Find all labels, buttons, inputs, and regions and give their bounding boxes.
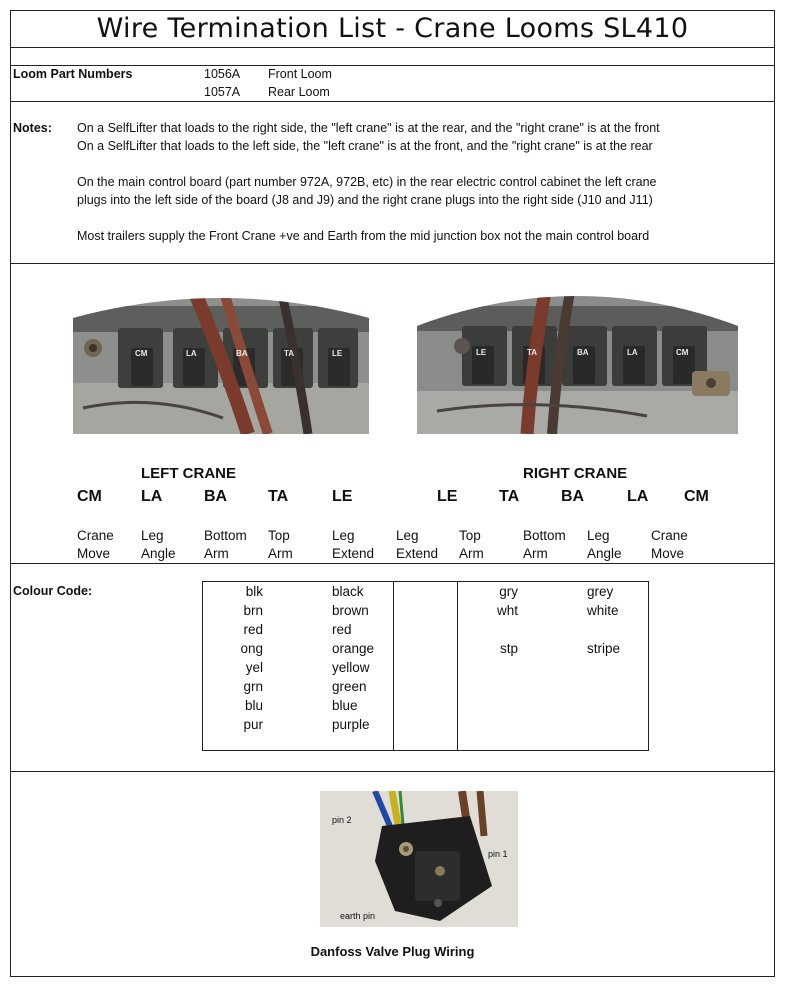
page-title: Wire Termination List - Crane Looms SL410 <box>96 13 689 44</box>
note-line: Most trailers supply the Front Crane +ve and Earth from the mid junction box not the main control board <box>77 229 650 243</box>
colour-code-table <box>202 581 649 751</box>
photo-label: CM <box>676 348 689 357</box>
valve-function: Bottom Arm <box>523 528 566 561</box>
photo-label: LE <box>332 349 343 358</box>
colour-abbr: pur <box>243 717 263 732</box>
colour-name: green <box>332 679 367 694</box>
pin-label: pin 2 <box>332 815 352 825</box>
colour-code-label: Colour Code: <box>13 584 93 598</box>
note-line: plugs into the left side of the board (J8 and J9) and the right crane plugs into the right side (J10 and J11) <box>77 193 653 207</box>
colour-name: black <box>332 584 364 599</box>
valve-function: Top Arm <box>268 528 293 561</box>
notes-label: Notes: <box>13 121 52 135</box>
colour-abbr: ong <box>240 641 263 656</box>
colour-name: brown <box>332 603 369 618</box>
danfoss-plug-photo <box>320 791 518 927</box>
valve-function: Leg Angle <box>141 528 176 561</box>
colour-abbr: grn <box>243 679 263 694</box>
right-crane-valves-photo <box>417 281 738 434</box>
colour-abbr: yel <box>245 660 263 675</box>
valve-function: Crane Move <box>77 528 114 561</box>
divider <box>10 65 775 66</box>
colour-abbr: blu <box>244 698 263 713</box>
valve-code: LE <box>437 488 458 505</box>
divider <box>10 101 775 102</box>
note-line: On a SelfLifter that loads to the right side, the "left crane" is at the rear, and the "right crane" is at the front <box>77 121 660 135</box>
valve-function: Leg Extend <box>332 528 375 561</box>
pin-label: earth pin <box>340 911 376 921</box>
divider <box>10 263 775 264</box>
valve-code: TA <box>268 488 289 505</box>
colour-name: white <box>587 603 619 618</box>
valve-code: BA <box>561 488 585 505</box>
valve-function: Crane Move <box>651 528 688 561</box>
valve-code: CM <box>77 488 102 505</box>
photo-label: LA <box>186 349 197 358</box>
colour-abbr: stp <box>499 641 518 656</box>
valve-code: CM <box>684 488 709 505</box>
colour-abbr-column <box>458 582 518 658</box>
note-line: On the main control board (part number 972A, 972B, etc) in the rear electric control cabinet the left crane <box>77 175 657 189</box>
valve-code: LA <box>627 488 649 505</box>
note-line: On a SelfLifter that loads to the left side, the "left crane" is at the front, and the "right crane" is at the rear <box>77 139 653 153</box>
loom-part-name: Front Loom <box>268 67 332 81</box>
colour-name: grey <box>587 584 614 599</box>
valve-function: Bottom Arm <box>204 528 247 561</box>
photo-label: BA <box>236 349 248 358</box>
loom-part-number: 1056A <box>204 67 241 81</box>
colour-name: purple <box>332 717 370 732</box>
colour-name: yellow <box>332 660 370 675</box>
photo-label: TA <box>527 348 538 357</box>
loom-part-name: Rear Loom <box>268 85 330 99</box>
photo-label: LA <box>627 348 638 357</box>
valve-function: Leg Angle <box>587 528 622 561</box>
valve-code: LE <box>332 488 353 505</box>
valve-code: BA <box>204 488 228 505</box>
photo-label: LE <box>476 348 487 357</box>
colour-name: orange <box>332 641 375 656</box>
colour-abbr: gry <box>499 584 518 599</box>
left-crane-heading: LEFT CRANE <box>141 465 236 482</box>
colour-abbr: blk <box>245 584 263 599</box>
colour-name-column <box>587 582 620 658</box>
left-crane-valves-photo <box>73 288 369 434</box>
photo-label: CM <box>135 349 148 358</box>
divider <box>10 563 775 564</box>
table-divider <box>393 581 394 751</box>
plug-caption: Danfoss Valve Plug Wiring <box>310 944 475 959</box>
valve-code: LA <box>141 488 163 505</box>
colour-abbr: brn <box>243 603 263 618</box>
colour-name: stripe <box>587 641 621 656</box>
valve-code: TA <box>499 488 520 505</box>
colour-name: red <box>332 622 352 637</box>
right-crane-heading: RIGHT CRANE <box>523 465 628 482</box>
valve-function: Leg Extend <box>396 528 439 561</box>
colour-name: blue <box>332 698 358 713</box>
valve-function: Top Arm <box>459 528 484 561</box>
photo-label: TA <box>284 349 295 358</box>
colour-abbr-column <box>204 582 263 734</box>
loom-label: Loom Part Numbers <box>13 67 133 81</box>
colour-abbr: red <box>243 622 263 637</box>
colour-abbr <box>458 620 518 639</box>
photo-label: BA <box>577 348 589 357</box>
divider <box>10 771 775 772</box>
colour-name <box>587 620 620 639</box>
loom-part-number: 1057A <box>204 85 241 99</box>
colour-name-column <box>332 582 374 734</box>
pin-label: pin 1 <box>488 849 508 859</box>
colour-abbr: wht <box>496 603 518 618</box>
